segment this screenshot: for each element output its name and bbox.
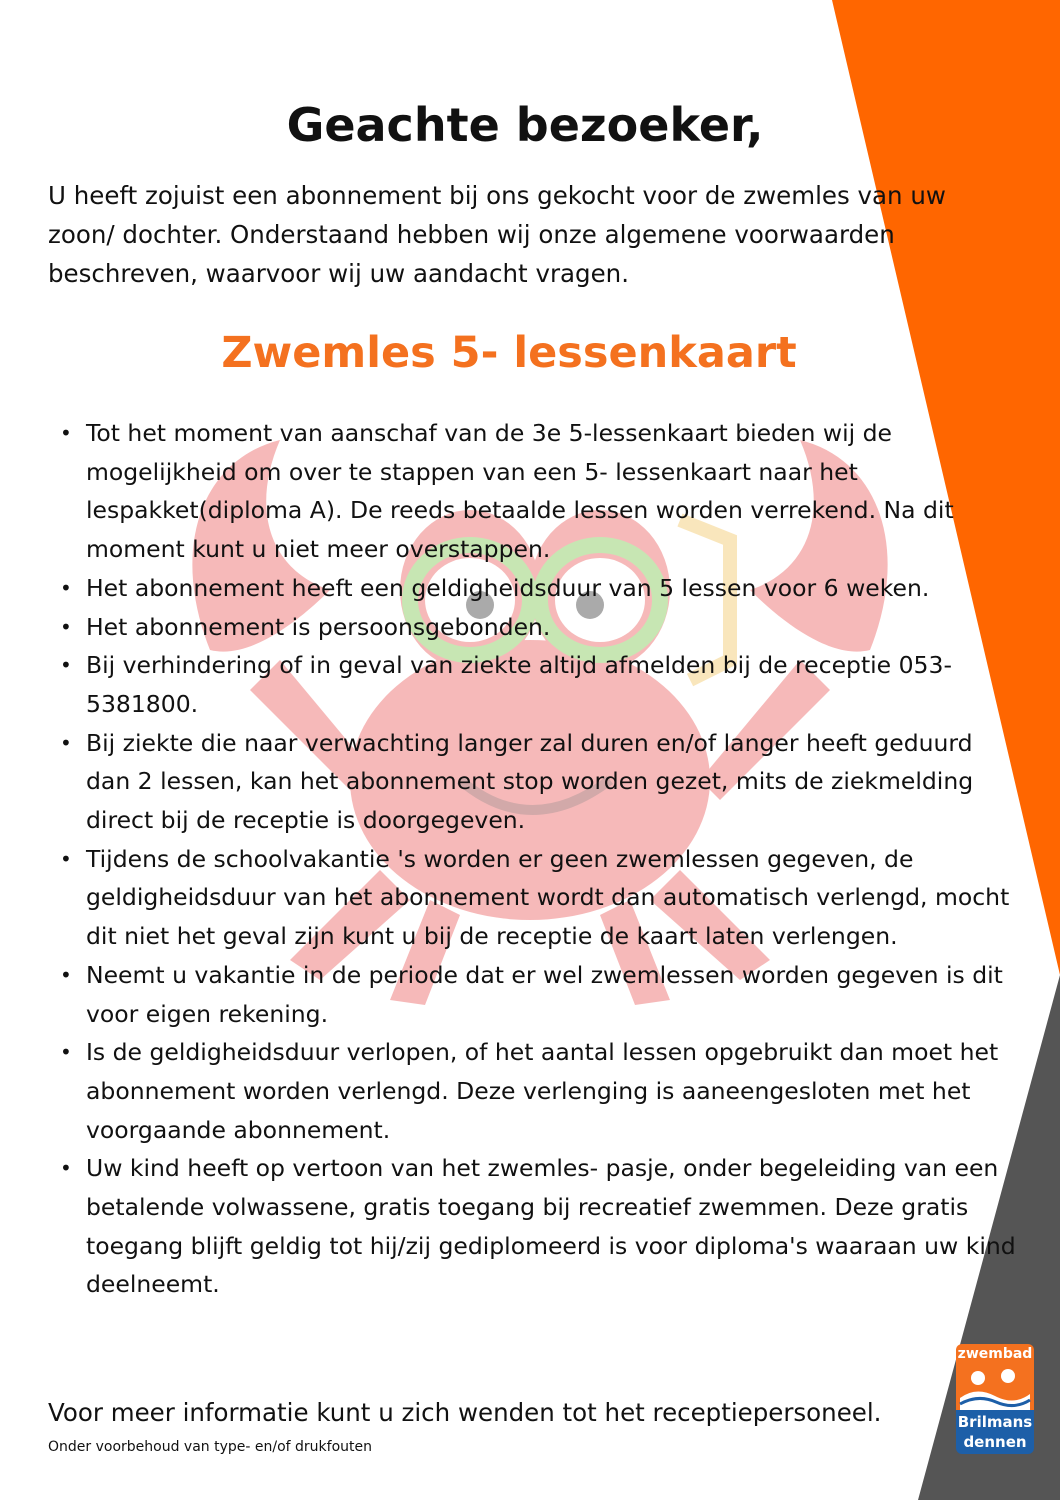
list-item: • Tot het moment van aanschaf van de 3e 5-lessenkaart bieden wij de mogelijkheid om over te stappen van een 5- lessenkaart naar het lespakket(diploma A). De reeds betaalde lessen worden verrekend. Na dit moment kunt u niet meer overstappen. bbox=[48, 414, 1018, 569]
page-title: Geachte bezoeker, bbox=[286, 98, 764, 152]
list-item: • Het abonnement is persoonsgebonden. bbox=[48, 608, 1018, 647]
logo-top-text: zwembad bbox=[957, 1346, 1033, 1362]
list-item: • Het abonnement heeft een geldigheidsduur van 5 lessen voor 6 weken. bbox=[48, 569, 1018, 608]
disclaimer: Onder voorbehoud van type- en/of drukfouten bbox=[48, 1439, 372, 1455]
section-title: Zwemles 5- lessenkaart bbox=[221, 328, 797, 378]
logo-graphic bbox=[956, 1364, 1034, 1410]
list-item: • Uw kind heeft op vertoon van het zwemles- pasje, onder begeleiding van een betalende volwassene, gratis toegang bij recreatief zwemmen. Deze gratis toegang blijft geldig tot hij/zij gediplomeerd is voor diploma's waaraan uw kind deelneemt. bbox=[48, 1149, 1018, 1304]
list-item: • Neemt u vakantie in de periode dat er wel zwemlessen worden gegeven is dit voor eigen rekening. bbox=[48, 956, 1018, 1033]
intro-paragraph: U heeft zojuist een abonnement bij ons gekocht voor de zwemles van uw zoon/ dochter. Onderstaand hebben wij onze algemene voorwaarden beschreven, waarvoor wij uw aandacht vragen. bbox=[48, 181, 946, 288]
list-item: • Is de geldigheidsduur verlopen, of het aantal lessen opgebruikt dan moet het abonnement worden verlengd. Deze verlenging is aaneengesloten met het voorgaande abonnement. bbox=[48, 1033, 1018, 1149]
logo-name bbox=[956, 1410, 1034, 1454]
list-item: • Tijdens de schoolvakantie 's worden er geen zwemlessen gegeven, de geldigheidsduur van het abonnement wordt dan automatisch verlengd, mocht dit niet het geval zijn kunt u bij de receptie de kaart laten verlengen. bbox=[48, 840, 1018, 956]
list-item: • Bij ziekte die naar verwachting langer zal duren en/of langer heeft geduurd dan 2 lessen, kan het abonnement stop worden gezet, mits de ziekmelding direct bij de receptie is doorgegeven. bbox=[48, 724, 1018, 840]
rules-list bbox=[48, 414, 1018, 1304]
logo-line-2: dennen bbox=[963, 1433, 1027, 1451]
wave-icon bbox=[956, 1364, 1034, 1410]
logo-line-1: Brilmans bbox=[957, 1413, 1033, 1431]
footer-info: Voor meer informatie kunt u zich wenden tot het receptiepersoneel. bbox=[48, 1398, 882, 1427]
list-item: • Bij verhindering of in geval van ziekte altijd afmelden bij de receptie 053- 5381800. bbox=[48, 646, 1018, 723]
swimmers-logo-icon bbox=[956, 1344, 1034, 1454]
